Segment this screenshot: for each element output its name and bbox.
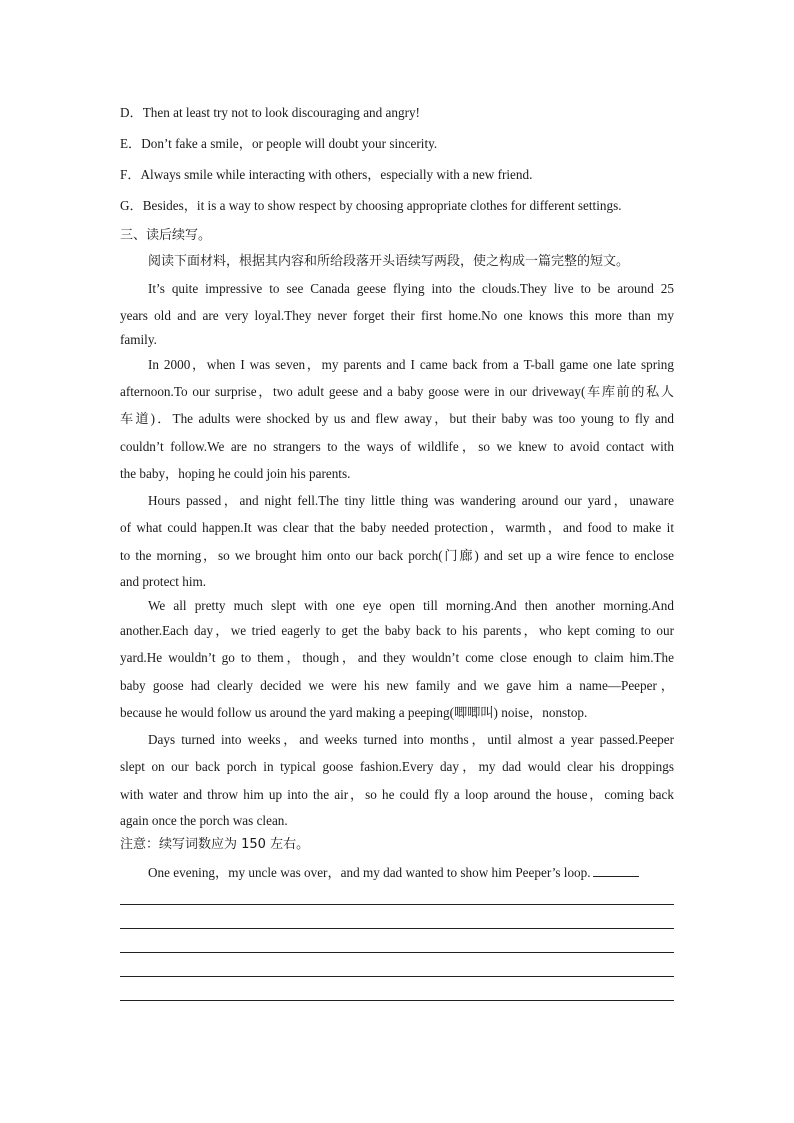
story-line: and protect him. bbox=[120, 574, 207, 589]
story-line: afternoon.To our surprise，two adult geese and a baby goose were in our driveway(车库前的私人 bbox=[120, 384, 674, 399]
prompt-start-text: One evening，my uncle was over，and my dad wanted to show him Peeper’s loop. bbox=[148, 865, 591, 880]
continuation-prompt bbox=[120, 864, 674, 881]
story-line: again once the porch was clean. bbox=[120, 813, 288, 828]
story-line: years old and are very loyal.They never forget their first home.No one knows this more than my bbox=[120, 308, 674, 323]
answer-blank[interactable] bbox=[593, 864, 639, 877]
story-line: It’s quite impressive to see Canada geese flying into the clouds.They live to be around 25 bbox=[148, 281, 674, 296]
story-line: with water and throw him up into the air，so he could fly a loop around the house，coming back bbox=[120, 787, 674, 802]
option-e: E．Don’t fake a smile，or people will doubt your sincerity. bbox=[120, 136, 438, 151]
answer-line[interactable] bbox=[120, 976, 674, 977]
option-d: D．Then at least try not to look discouraging and angry! bbox=[120, 105, 420, 120]
answer-line[interactable] bbox=[120, 928, 674, 929]
story-line: Days turned into weeks，and weeks turned into months，until almost a year passed.Peeper bbox=[148, 732, 674, 747]
story-line: of what could happen.It was clear that the baby needed protection，warmth，and food to make it bbox=[120, 520, 674, 535]
instruction-text: 阅读下面材料，根据其内容和所给段落开头语续写两段，使之构成一篇完整的短文。 bbox=[148, 254, 630, 269]
story-line: family. bbox=[120, 332, 157, 347]
answer-line[interactable] bbox=[120, 904, 674, 905]
answer-line[interactable] bbox=[120, 1000, 674, 1001]
note-text: 注意：续写词数应为 150 左右。 bbox=[120, 837, 310, 852]
story-line: We all pretty much slept with one eye open till morning.And then another morning.And bbox=[148, 598, 674, 613]
story-line: slept on our back porch in typical goose fashion.Every day，my dad would clear his droppings bbox=[120, 759, 674, 774]
story-line: to the morning，so we brought him onto our back porch(门廊) and set up a wire fence to enclose bbox=[120, 548, 674, 563]
story-line: yard.He wouldn’t go to them，though，and they wouldn’t come close enough to claim him.The bbox=[120, 650, 674, 665]
answer-line[interactable] bbox=[120, 952, 674, 953]
story-line: another.Each day，we tried eagerly to get the baby back to his parents，who kept coming to our bbox=[120, 623, 674, 638]
story-line: In 2000，when I was seven，my parents and I came back from a T-ball game one late spring bbox=[148, 357, 674, 372]
story-line: 车道)．The adults were shocked by us and flew away，but their baby was too young to fly and bbox=[120, 411, 674, 426]
story-line: couldn’t follow.We are no strangers to the ways of wildlife，so we knew to avoid contact with bbox=[120, 439, 674, 454]
story-line: the baby，hoping he could join his parents. bbox=[120, 466, 351, 481]
option-g: G．Besides，it is a way to show respect by choosing appropriate clothes for different settings. bbox=[120, 198, 622, 213]
story-line: baby goose had clearly decided we were his new family and we gave him a name—Peeper， bbox=[120, 678, 674, 693]
story-line: Hours passed，and night fell.The tiny little thing was wandering around our yard，unaware bbox=[148, 493, 674, 508]
story-line: because he would follow us around the yard making a peeping(唧唧叫) noise，nonstop. bbox=[120, 705, 588, 720]
section-heading: 三、读后续写。 bbox=[120, 228, 212, 243]
option-f: F．Always smile while interacting with others，especially with a new friend. bbox=[120, 167, 533, 182]
